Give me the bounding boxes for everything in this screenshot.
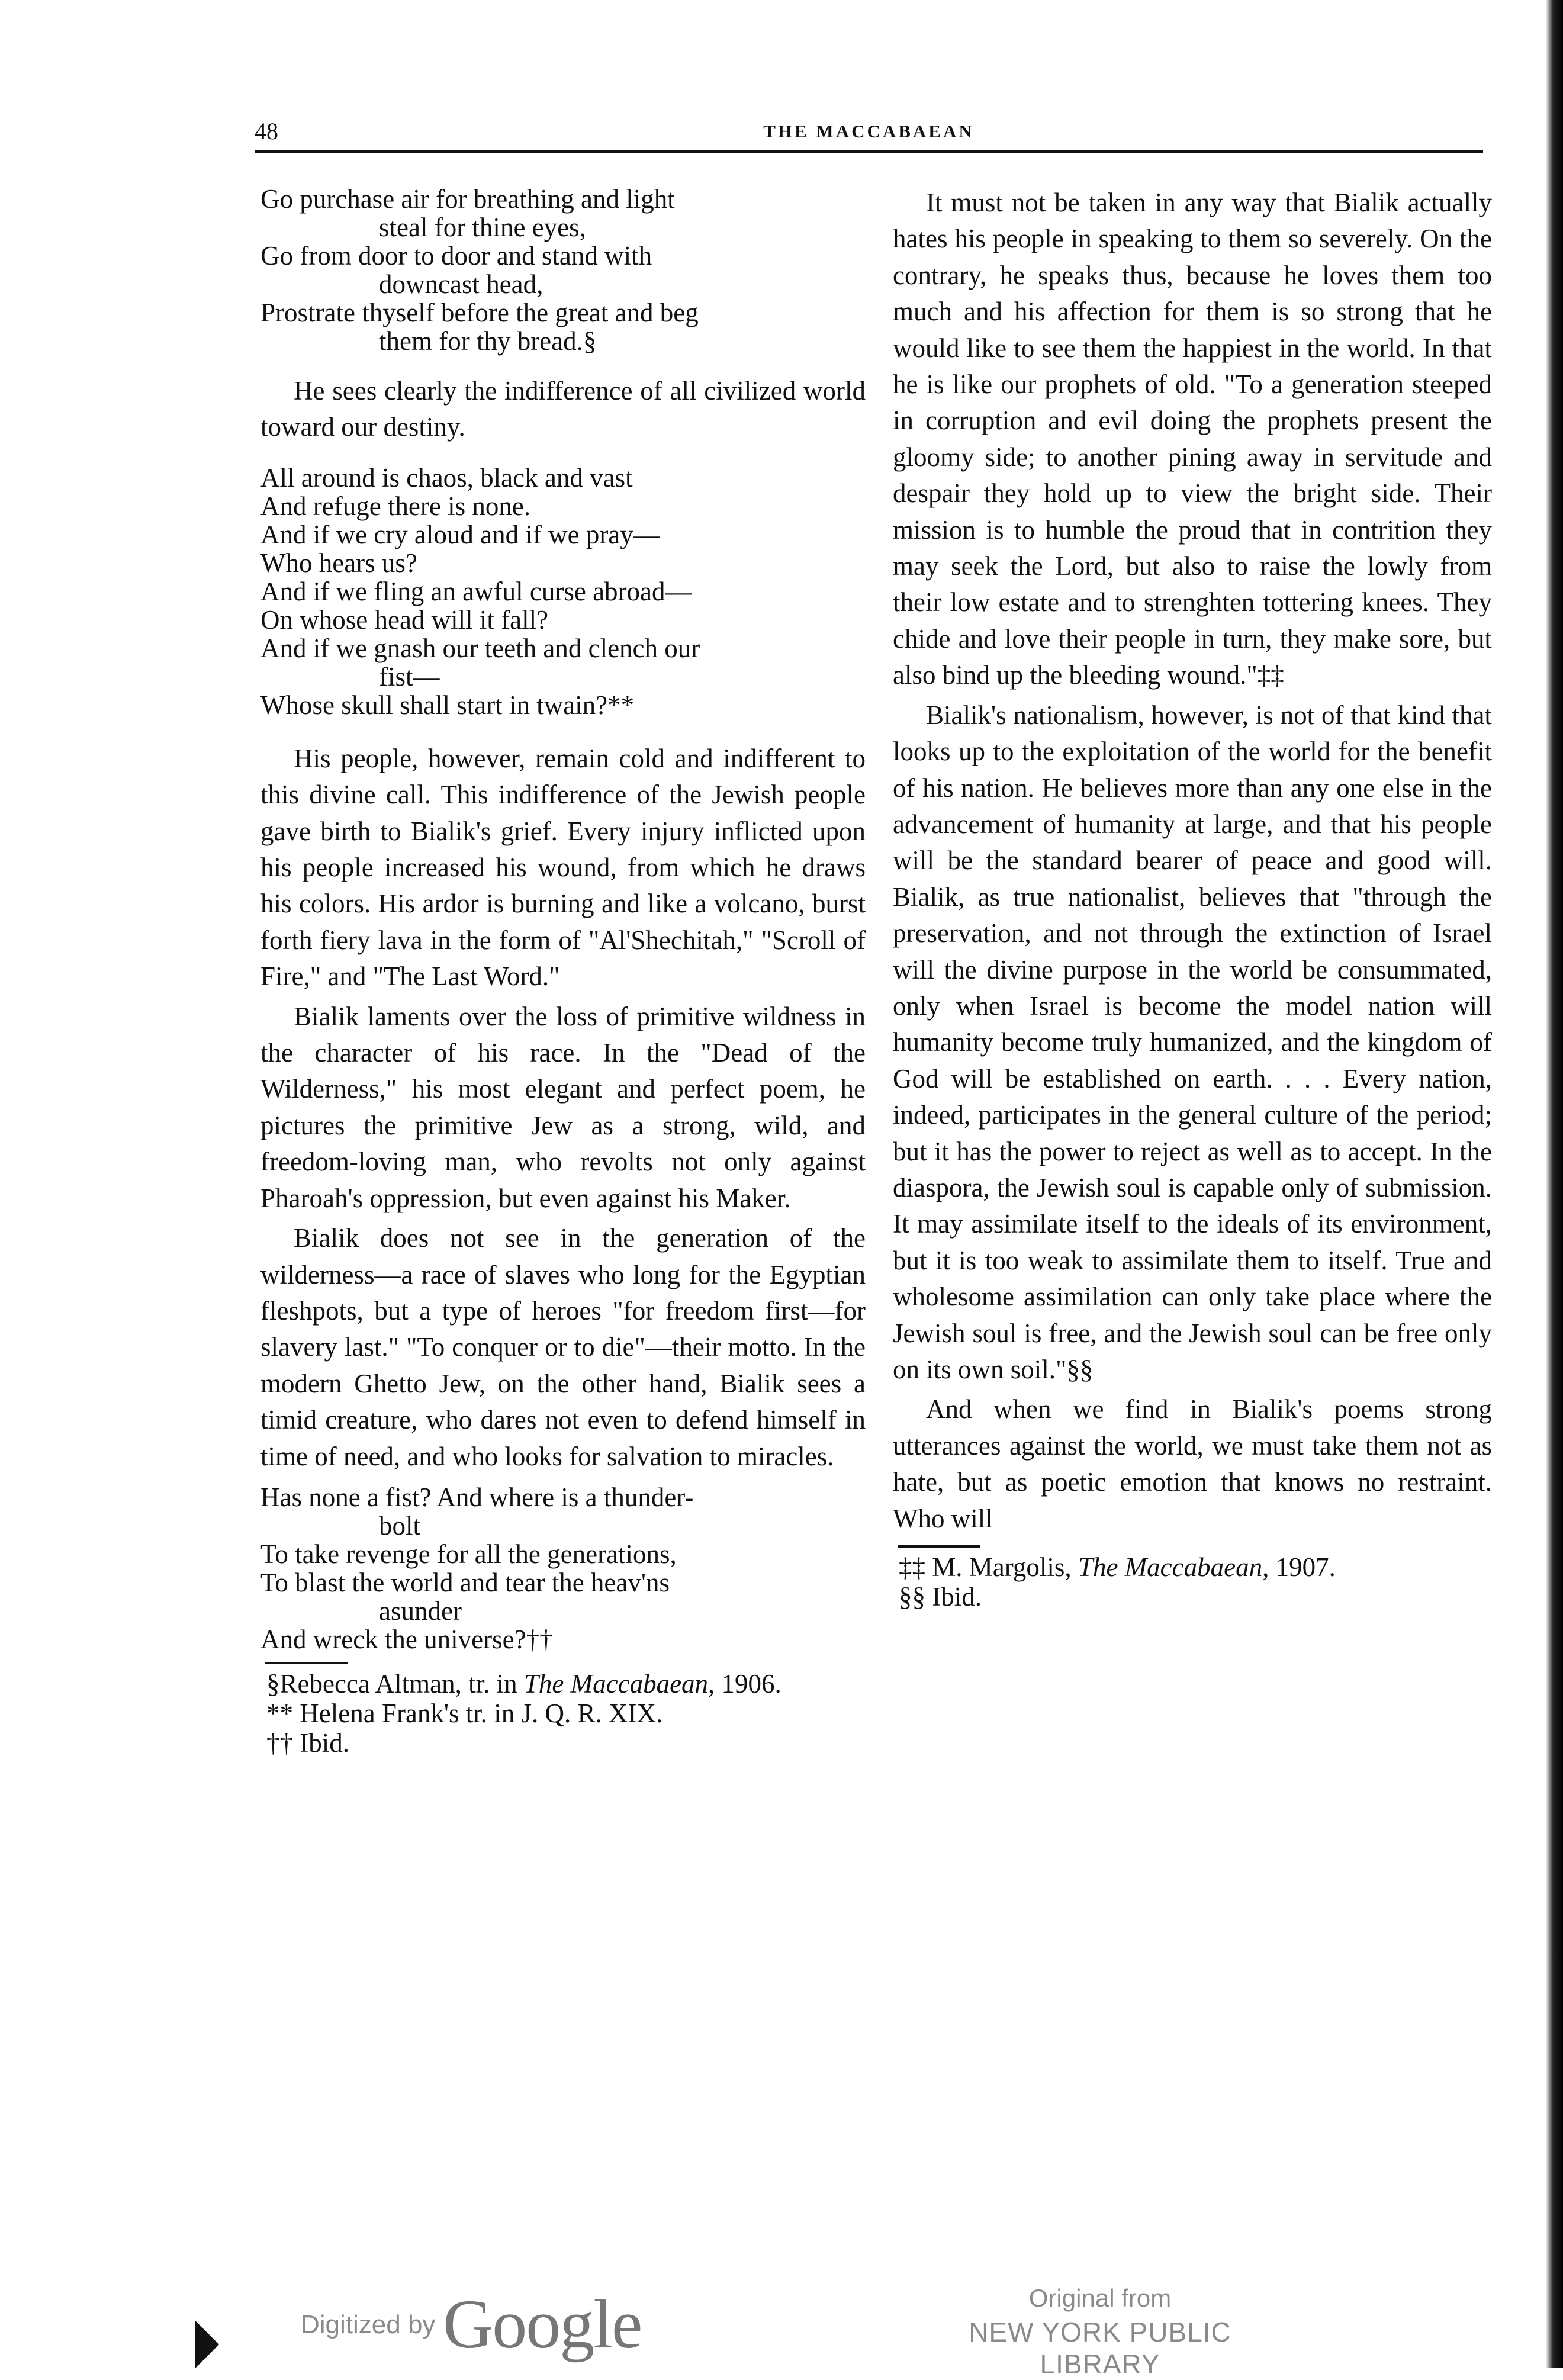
footnote-rule bbox=[898, 1545, 980, 1548]
verse-line: And if we cry aloud and if we pray— bbox=[260, 519, 660, 549]
verse-line: Has none a fist? And where is a thunder- bolt bbox=[260, 1482, 694, 1540]
corner-arrow-icon bbox=[195, 2321, 219, 2368]
right-column bbox=[893, 185, 1492, 1612]
verse-line: To take revenge for all the generations, bbox=[260, 1539, 677, 1569]
footnote: §Rebecca Altman, tr. in The Maccabaean, 1906. bbox=[266, 1668, 782, 1699]
verse-line: On whose head will it fall? bbox=[260, 604, 549, 635]
paragraph: Bialik's nationalism, however, is not of that kind that looks up to the exploitation of the world for the benefit of his nation. He believes more than any one else in the advancement of humanity at large, and that his people will be the standard bearer of peace and good will. Bialik, as true nationalist, believes that "through the preservation, and not through the extinction of Israel will the divine purpose in the world be consummated, only when Israel is become the model nation will humanity become truly humanized, and the kingdom of God will be established on earth. . . . Every nation, indeed, participates in the general culture of the period; but it has the power to reject as well as to accept. In the diaspora, the Jewish soul is capable only of submission. It may assimilate itself to the ideals of its environment, but it is too weak to assimilate them to itself. True and wholesome assimilation can only take place where the Jewish soul is free, and the Jewish soul can be free only on its own soil."§§ bbox=[893, 700, 1492, 1384]
footnote: §§ Ibid. bbox=[899, 1582, 982, 1612]
paragraph: He sees clearly the indifference of all civilized world toward our destiny. bbox=[260, 376, 866, 442]
scan-footer bbox=[0, 2268, 1563, 2379]
verse-block-1 bbox=[260, 185, 866, 355]
verse-line: And if we gnash our teeth and clench our fist— bbox=[260, 633, 700, 692]
paragraph: It must not be taken in any way that Bialik actually hates his people in speaking to them so severely. On the contrary, he speaks thus, because he loves them too much and his affection for them is so strong that he would like to see them the happiest in the world. In that he is like our prophets of old. "To a generation steeped in corruption and evil doing the prophets present the gloomy side; to another pining away in servitude and despair they hold up to view the bright side. Their mission is to humble the proud that in contrition they may seek the Lord, but also to raise the lowly from their low estate and to strenghten tottering knees. They chide and love their people in turn, they make sore, but also bind up the bleeding wound."‡‡ bbox=[893, 188, 1492, 690]
verse-line: And wreck the universe?†† bbox=[260, 1624, 553, 1654]
footnote: ** Helena Frank's tr. in J. Q. R. XIX. bbox=[266, 1698, 663, 1728]
left-column bbox=[260, 185, 866, 1758]
verse-block-2 bbox=[260, 464, 866, 719]
paragraph: Bialik does not see in the generation of the wilderness—a race of slaves who long for the Egyptian fleshpots, but a type of heroes "for freedom first—for slavery last." "To conquer or to die"—their motto. In the modern Ghetto Jew, on the other hand, Bialik sees a timid creature, who dares not even to defend himself in time of need, and who looks for salvation to miracles. bbox=[260, 1223, 866, 1471]
verse-line: And refuge there is none. bbox=[260, 491, 531, 521]
digitized-by-label: Digitized by bbox=[301, 2310, 436, 2339]
verse-line: Go purchase air for breathing and light steal for thine eyes, bbox=[260, 184, 675, 242]
page-number: 48 bbox=[255, 118, 278, 144]
google-logo: Google bbox=[443, 2285, 642, 2363]
verse-line: All around is chaos, black and vast bbox=[260, 462, 633, 493]
footnote: ‡‡ M. Margolis, The Maccabaean, 1907. bbox=[899, 1552, 1336, 1583]
verse-block-3 bbox=[260, 1483, 866, 1654]
paragraph: Bialik laments over the loss of primitive wildness in the character of his race. In the "Dead of the Wilderness," his most elegant and perfect poem, he pictures the primitive Jew as a strong, wild, and freedom-loving man, who revolts not only against Pharoah's oppression, but even against his Maker. bbox=[260, 1001, 866, 1213]
verse-line: To blast the world and tear the heav'ns asunder bbox=[260, 1567, 670, 1626]
page-edge-shadow bbox=[1546, 0, 1563, 2368]
footnotes bbox=[260, 1669, 866, 1758]
footnote-rule bbox=[265, 1662, 348, 1664]
verse-line: And if we fling an awful curse abroad— bbox=[260, 576, 692, 606]
footnote: †† Ibid. bbox=[266, 1728, 349, 1758]
running-title: THE MACCABAEAN bbox=[763, 121, 975, 141]
page-header bbox=[255, 117, 1483, 153]
library-name: NEW YORK PUBLIC LIBRARY bbox=[969, 2317, 1231, 2379]
paragraph: And when we find in Bialik's poems strong utterances against the world, we must take them not as hate, but as poetic emotion that knows no restraint. Who will bbox=[893, 1394, 1492, 1533]
verse-line: Whose skull shall start in twain?** bbox=[260, 690, 635, 720]
verse-line: Go from door to door and stand with downcast head, bbox=[260, 241, 652, 299]
original-from-label: Original from bbox=[1028, 2284, 1172, 2312]
paragraph: His people, however, remain cold and indifferent to this divine call. This indifference of the Jewish people gave birth to Bialik's grief. Every injury inflicted upon his people increased his wound, from which he draws his colors. His ardor is burning and like a volcano, burst forth fiery lava in the form of "Al'Shechitah," "Scroll of Fire," and "The Last Word." bbox=[260, 743, 866, 992]
verse-line: Who hears us? bbox=[260, 548, 417, 578]
verse-line: Prostrate thyself before the great and beg them for thy bread.§ bbox=[260, 298, 699, 356]
header-rule bbox=[255, 150, 1483, 153]
footnotes bbox=[893, 1552, 1492, 1612]
